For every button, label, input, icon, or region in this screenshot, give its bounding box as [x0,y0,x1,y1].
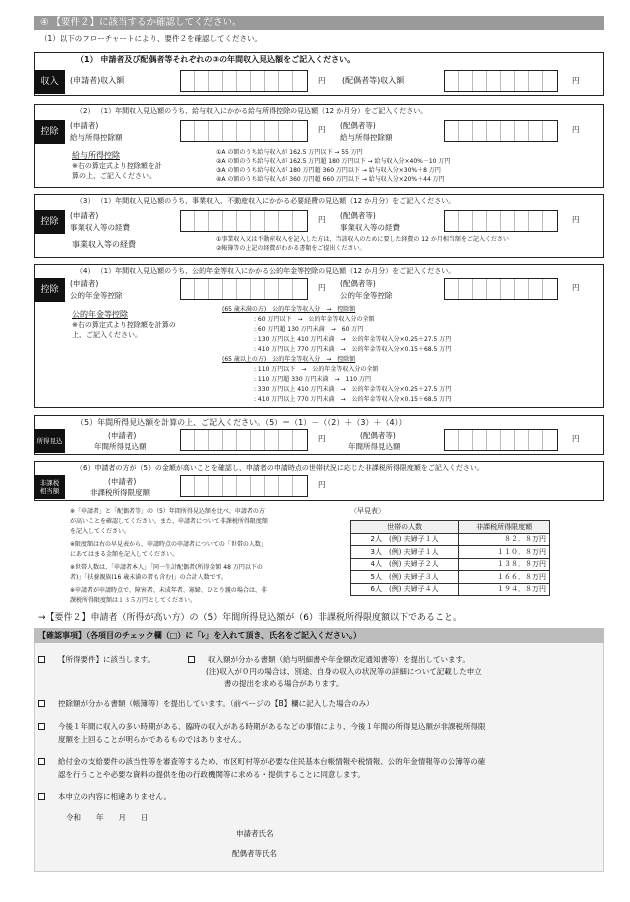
formula-line: ④A の額のうち給与収入が 360 万円超 660 万円以下 → 給与収入分×20%＋44 万円 [216,176,445,183]
checkbox-label: 給付金の支給要件の該当性等を審査等するため、市区町村等が必要な住民基本台帳情報や税情報、公的年金情報等の公簿等の確 [58,757,486,766]
checkbox-consent[interactable] [38,758,45,765]
checkbox-note: 書の提出を求める場合があります。 [224,679,344,688]
applicant-income-field[interactable] [180,70,308,92]
formula-line: ①A の額のうち給与収入が 162.5 万円以下 → 55 万円 [216,149,363,156]
under-65-heading: (65 歳未満の方) 公的年金等収入分 → 控除額 [222,306,356,313]
spouse-pension-deduction-label: 公的年金等控除 [340,291,393,300]
yen-unit: 円 [572,283,580,292]
checkbox-label: 本申立の内容に相違ありません。 [58,792,171,801]
applicant-pension-deduction-label: 公的年金等控除 [70,291,123,300]
section-header: ④ 【要件２】に該当するか確認してください。 [34,16,604,30]
note-line: 課税所得限度額は１３５万円としてください。 [70,597,197,604]
checkbox-label: 【所得要件】に該当します。 [58,655,155,664]
yen-unit: 円 [318,434,326,443]
section-5-title: （5）年間所得見込額を計算の上、ご記入ください。（5）＝（1）－（（2）＋（3）＋（4）） [76,418,407,427]
over-65-heading: (65 歳以上の方) 公的年金等収入分 → 控除額 [222,356,356,363]
checkbox-label: 今後１年間に収入の多い時期がある、臨時の収入がある時期があるなどの事情により、今後１年間の所得見込額が非課税所得限 [58,722,486,731]
table-header: 非課税所得限度額 [459,521,550,534]
spouse-annual-income-label: 年間所得見込額 [348,442,401,451]
yen-unit: 円 [318,125,326,134]
checkbox-label: 収入額が分かる書類（給与明細書や年金額改定通知書等）を提出しています。 [208,655,470,664]
checkbox-no-income-increase[interactable] [38,723,45,730]
section-2-title: （2） （1）年間収入見込額のうち、給与収入にかかる給与所得控除の見込額（12 か月分）をご記入ください。 [76,107,428,115]
limit-amount-cell: ８２．８万円 [459,533,550,546]
spouse-income-field[interactable] [444,70,558,92]
section-1-title: （1） 申請者及び配偶者等それぞれの③の年間収入見込額をご記入ください。 [76,55,356,64]
yen-unit: 円 [318,480,326,489]
quick-table-label: 〈早見表〉 [350,507,385,515]
note-line: ※申請者が申請時点で、障害者、未成年者、寡婦、ひとり親の場合は、非 [70,587,267,594]
household-size-cell: 2人 (例) 夫婦子１人 [351,533,459,546]
checkbox-label: 認を行うことや必要な資料の提供を他の行政機関等に求める・提供することに同意します。 [58,770,365,779]
table-row [351,583,550,596]
table-header: 世帯の人数 [351,521,459,534]
formula-line: : 410 万円以上 770 万円未満 → 公的年金等収入分×0.15＋68.5 万円 [254,346,452,353]
spouse-label: (配偶者等) [340,279,376,288]
spouse-label: (配偶者等) [340,211,376,220]
confirmation-title: 【確認事項】（各項目のチェック欄（□）に「ﾚ」を入れて頂き、氏名をご記入ください。） [38,631,361,640]
applicant-salary-deduction-label: 給与所得控除額 [70,133,123,142]
yen-unit: 円 [572,215,580,224]
limit-amount-cell: １６６．８万円 [459,571,550,584]
tax-exempt-limit-label: 非課税所得限度額 [90,488,150,497]
spouse-business-expense-label: 事業収入等の経費 [340,223,400,232]
table-row [351,533,550,546]
limit-amount-cell: １９４．８万円 [459,583,550,596]
applicant-business-expense-field[interactable] [180,210,308,232]
formula-line: : 60 万円超 130 万円未満 → 60 万円 [254,326,364,333]
checkbox-declaration[interactable] [38,793,45,800]
yen-unit: 円 [572,76,580,85]
applicant-label: (申請者) [70,211,99,220]
side-label-deduction: 控除 [34,210,65,234]
formula-line: : 110 万円以下 → 公的年金等収入分の全額 [254,366,379,373]
section-4-title: （4） （1）年間収入見込額のうち、公的年金等収入にかかる公的年金等控除の見込額（12 か月分）をご記入ください。 [76,267,456,275]
section-6-title: （6）申請者の方が（5）の金額が高いことを確認し、申請者の申請時点の世帯状況に応じた非課税所得限度額をご記入ください。 [76,464,484,472]
side-label-income-estimate: 所得見込 [34,429,65,453]
intro-text: （1）以下のフローチャートにより、要件２を確認してください。 [40,34,263,43]
applicant-name-label: 申請者氏名 [236,829,274,838]
applicant-label: (申請者) [108,431,137,440]
note-line: ※「申請者」と「配偶者等」の（5）年間所得見込額を比べ、申請者の方 [70,508,265,515]
note-text: 算の上、ご記入ください。 [72,172,156,180]
formula-line: : 130 万円以上 410 万円未満 → 公的年金等収入分×0.25＋27.5 万円 [254,336,452,343]
checkbox-income-documents[interactable] [188,656,195,663]
section-3-title: （3） （1）年間収入見込額のうち、事業収入、不動産収入にかかる必要経費の見込額（12 か月分）をご記入ください。 [76,197,456,205]
checkbox-label: 控除額が分かる書類（帳簿等）を提出しています。（前ページの【B】欄に記入した場合のみ） [58,699,374,708]
yen-unit: 円 [572,125,580,134]
formula-line: : 410 万円以上 770 万円未満 → 公的年金等収入分×0.15＋68.5 万円 [254,396,452,403]
formula-line: : 60 万円以下 → 公的年金等収入分の全額 [254,316,375,323]
applicant-business-expense-label: 事業収入等の経費 [70,223,130,232]
spouse-annual-income-field[interactable] [444,429,558,451]
note-text: ※右の算定式より控除額を計 [72,162,162,170]
yen-unit: 円 [318,283,326,292]
note-text: 上、ご記入ください。 [72,331,142,339]
note-title: 公的年金等控除 [72,310,128,319]
side-label-deduction: 控除 [34,278,65,302]
note-line: ※限度額は右の早見表から、申請時点の申請者についての「世帯の人数」 [70,541,267,548]
formula-line: ②A の額のうち給与収入が 162.5 万円超 180 万円以下 → 給与収入分×40%－10 万円 [216,158,451,165]
side-label-income: 収入 [34,70,65,94]
spouse-salary-deduction-field[interactable] [444,120,558,142]
household-size-cell: 4人 (例) 夫婦子２人 [351,558,459,571]
spouse-label: (配偶者等) [340,121,376,130]
applicant-label: (申請者) [70,279,99,288]
quick-reference-table [350,520,550,596]
note-line: にあてはまる金額を記入してください。 [70,551,179,558]
note-title: 給与所得控除 [72,151,120,160]
table-row [351,546,550,559]
note-line: が高いことを確認してください。また、申請者について非課税所得限度額 [70,518,268,525]
table-row [351,571,550,584]
requirement-2-statement: →【要件２】申請者（所得が高い方）の（5）年間所得見込額が（6）非課税所得限度額以下であること。 [38,613,462,623]
spouse-pension-deduction-field[interactable] [444,278,558,300]
yen-unit: 円 [572,434,580,443]
confirmation-panel [34,628,604,872]
side-label-deduction: 控除 [34,120,65,144]
side-label-tax-exempt: 非課税 相当額 [34,475,65,499]
applicant-income-label: (申請者)収入額 [70,76,125,85]
spouse-income-label: (配偶者等)収入額 [342,76,405,85]
formula-line: : 110 万円超 330 万円未満 → 110 万円 [254,376,371,383]
applicant-pension-deduction-field[interactable] [180,278,308,300]
household-size-cell: 6人 (例) 夫婦子４人 [351,583,459,596]
spouse-salary-deduction-label: 給与所得控除額 [340,133,393,142]
limit-amount-cell: １３８．８万円 [459,558,550,571]
formula-line: ③A の額のうち給与収入が 180 万円超 360 万円以下 → 給与収入分×30%＋8 万円 [216,167,441,174]
applicant-label: (申請者) [70,121,99,130]
checkbox-income-requirement[interactable] [38,656,45,663]
spouse-name-label: 配偶者等氏名 [232,849,277,858]
note-title: 事業収入等の経費 [72,240,136,249]
applicant-annual-income-field[interactable] [180,429,308,451]
note-text: ①事業収入又は不動産収入を記入した方は、当該収入のために要した経費の 12 か月相当額をご記入ください [216,236,509,243]
household-size-cell: 5人 (例) 夫婦子３人 [351,571,459,584]
note-line: を記入してください。 [70,528,131,535]
date-line[interactable]: 令和 年 月 日 [66,813,149,822]
applicant-salary-deduction-field[interactable] [180,120,308,142]
limit-amount-cell: １１０．８万円 [459,546,550,559]
checkbox-deduction-documents[interactable] [38,700,45,707]
note-text: ※右の算定式より控除額を計算の [72,321,176,329]
applicant-label: (申請者) [108,477,137,486]
note-line: ※世帯人数は、「申請者本人」「同一生計配偶者(所得金額 48 万円以下の [70,564,263,571]
yen-unit: 円 [318,76,326,85]
spouse-business-expense-field[interactable] [444,210,558,232]
formula-line: : 330 万円以上 410 万円未満 → 公的年金等収入分×0.25＋27.5 万円 [254,386,452,393]
note-line: 者)」「扶養親族(16 歳未満の者も含む)」の合計人数です。 [70,574,228,581]
yen-unit: 円 [318,215,326,224]
checkbox-note: (注)収入が０円の場合は、別途、自身の収入の状況等の詳細について記載した申立 [206,667,482,676]
checkbox-label: 度額を上回ることが明らかであるものではありません。 [58,735,246,744]
tax-exempt-limit-field[interactable] [180,475,308,497]
table-row [351,558,550,571]
note-text: ②帳簿等の上記の経費がわかる書類をご提出ください。 [216,245,366,252]
spouse-label: (配偶者等) [360,431,396,440]
household-size-cell: 3人 (例) 夫婦子１人 [351,546,459,559]
applicant-annual-income-label: 年間所得見込額 [94,442,147,451]
